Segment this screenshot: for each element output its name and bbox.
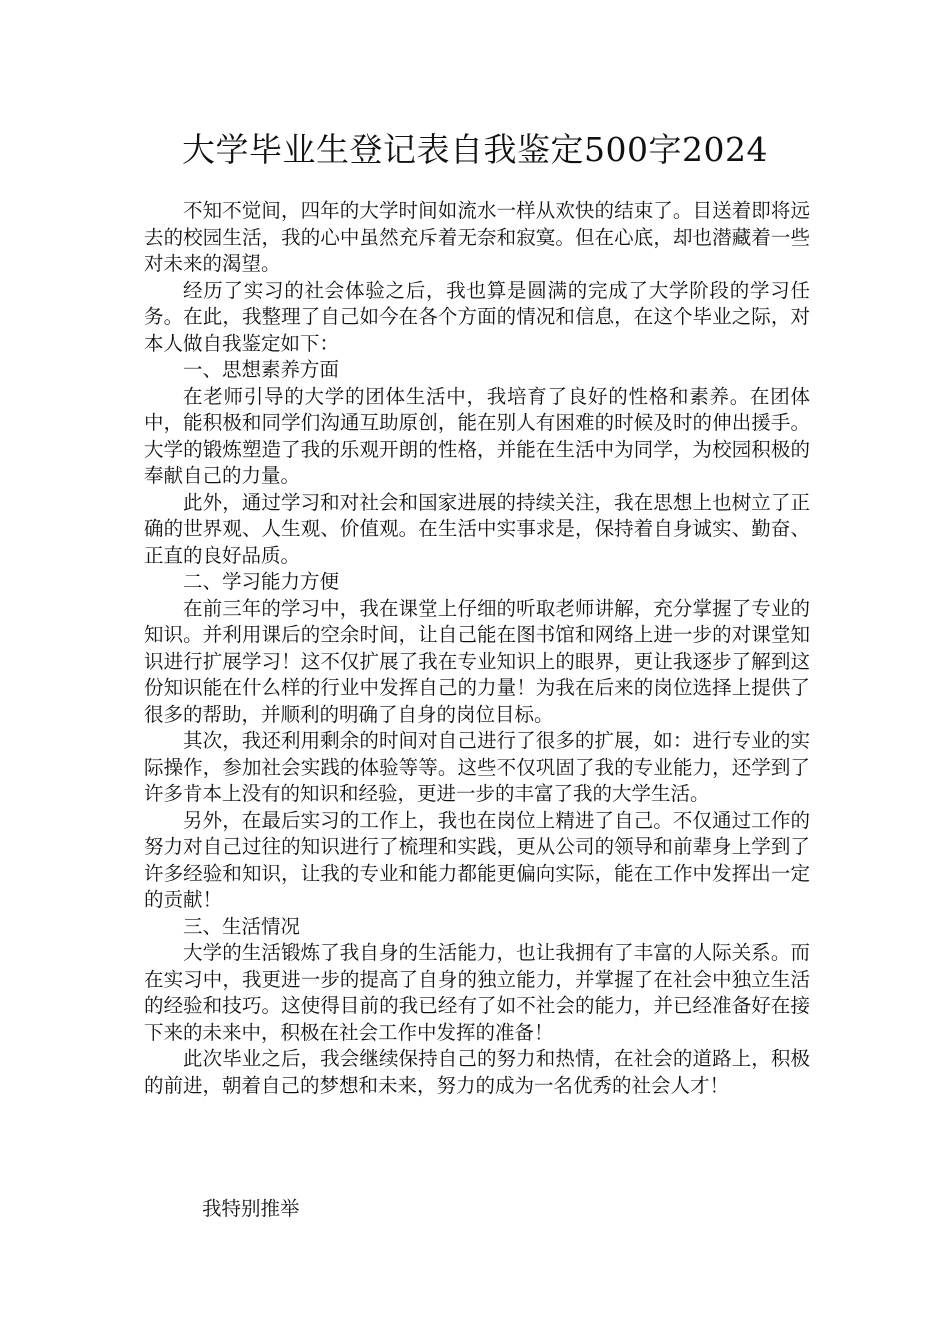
document-body bbox=[144, 198, 810, 1099]
paragraph-ideology-1: 在老师引导的大学的团体生活中，我培育了良好的性格和素养。在团体中，能积极和同学们沟通互助原创，能在别人有困难的时候及时的伸出援手。大学的锻炼塑造了我的乐观开朗的性格，并能在生活中为同学，为校园积极的奉献自己的力量。 bbox=[144, 384, 810, 487]
closing-text: 我特别推举 bbox=[202, 1197, 300, 1220]
section-heading-life: 三、生活情况 bbox=[183, 914, 301, 938]
paragraph-conclusion: 此次毕业之后，我会继续保持自己的努力和热情，在社会的道路上，积极的前进，朝着自己的梦想和未来，努力的成为一名优秀的社会人才！ bbox=[144, 1047, 810, 1097]
paragraph-study-1: 在前三年的学习中，我在课堂上仔细的听取老师讲解，充分掌握了专业的知识。并利用课后的空余时间，让自己能在图书馆和网络上进一步的对课堂知识进行扩展学习！这不仅扩展了我在专业知识上的眼界，更让我逐步了解到这份知识能在什么样的行业中发挥自己的力量！为我在后来的岗位选择上提供了很多的帮助，并顺利的明确了自身的岗位目标。 bbox=[144, 596, 810, 726]
paragraph-study-2: 其次，我还利用剩余的时间对自己进行了很多的扩展，如：进行专业的实际操作，参加社会实践的体验等等。这些不仅巩固了我的专业能力，还学到了许多肯本上没有的知识和经验，更进一步的丰富了我的大学生活。 bbox=[144, 729, 810, 805]
paragraph-internship: 经历了实习的社会体验之后，我也算是圆满的完成了大学阶段的学习任务。在此，我整理了自己如今在各个方面的情况和信息，在这个毕业之际，对本人做自我鉴定如下： bbox=[144, 278, 810, 355]
document-title: 大学毕业生登记表自我鉴定500字2024 bbox=[182, 130, 768, 169]
paragraph-intro: 不知不觉间，四年的大学时间如流水一样从欢快的结束了。目送着即将远去的校园生活，我的心中虽然充斥着无奈和寂寞。但在心底，却也潜藏着一些对未来的渴望。 bbox=[144, 199, 810, 275]
section-heading-ideology: 一、思想素养方面 bbox=[183, 358, 340, 381]
paragraph-life: 大学的生活锻炼了我自身的生活能力，也让我拥有了丰富的人际关系。而在实习中，我更进一步的提高了自身的独立能力，并掌握了在社会中独立生活的经验和技巧。这使得目前的我已经有了如不社会的能力，并已经准备好在接下来的未来中，积极在社会工作中发挥的准备！ bbox=[144, 941, 810, 1044]
paragraph-ideology-2: 此外，通过学习和对社会和国家进展的持续关注，我在思想上也树立了正确的世界观、人生观、价值观。在生活中实事求是，保持着自身诚实、勤奋、正直的良好品质。 bbox=[144, 490, 810, 567]
paragraph-study-3: 另外，在最后实习的工作上，我也在岗位上精进了自己。不仅通过工作的努力对自己过往的知识进行了梳理和实践，更从公司的领导和前辈身上学到了许多经验和知识，让我的专业和能力都能更偏向实际，能在工作中发挥出一定的贡献！ bbox=[144, 808, 810, 911]
section-heading-study: 二、学习能力方便 bbox=[183, 570, 340, 593]
